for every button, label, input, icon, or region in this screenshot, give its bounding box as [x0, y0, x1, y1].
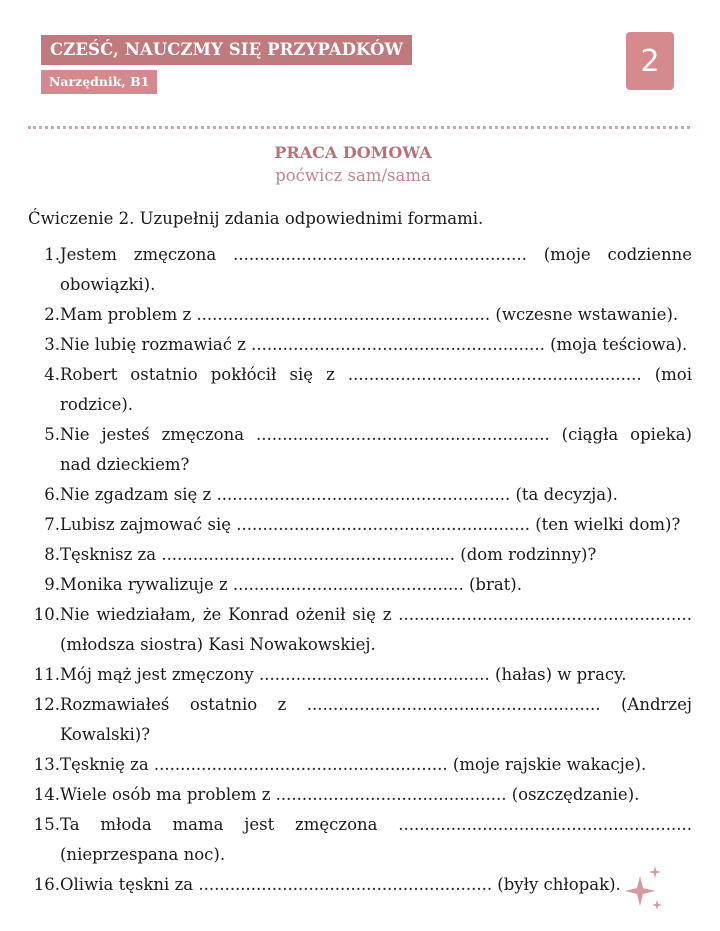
exercise-text: Robert ostatnio pokłócił się z ........................................................ (moi rodzice). [60, 365, 692, 414]
exercise-number: 11. [33, 665, 60, 684]
exercise-item [28, 600, 692, 660]
exercise-item [28, 750, 692, 780]
exercise-number: 12. [33, 695, 60, 714]
exercise-item [28, 480, 692, 510]
sparkle-icon [622, 864, 666, 916]
dotted-divider [28, 126, 690, 129]
exercise-item [28, 330, 692, 360]
exercise-item [28, 360, 692, 420]
exercise-number: 10. [33, 605, 60, 624]
section-subtitle: poćwicz sam/sama [275, 166, 431, 185]
exercise-text: Mój mąż jest zmęczony ............................................ (hałas) w pracy. [60, 665, 627, 684]
lesson-number-badge: 2 [626, 32, 674, 90]
exercise-number: 8. [44, 545, 60, 564]
exercise-item [28, 870, 692, 900]
exercise-text: Lubisz zajmować się ........................................................ (ten wielki dom)? [60, 515, 681, 534]
exercise-number: 9. [44, 575, 60, 594]
exercise-text: Jestem zmęczona ........................................................ (moje codzienne obowiązki). [60, 245, 692, 294]
exercise-number: 5. [44, 425, 60, 444]
exercise-text: Oliwia tęskni za ........................................................ (były chłopak). [60, 875, 621, 894]
exercise-item [28, 300, 692, 330]
section-title: PRACA DOMOWA [274, 143, 432, 162]
exercise-number: 15. [33, 815, 60, 834]
exercise-text: Monika rywalizuje z ............................................ (brat). [60, 575, 522, 594]
exercise-item [28, 510, 692, 540]
exercise-item [28, 660, 692, 690]
exercise-instruction: Ćwiczenie 2. Uzupełnij zdania odpowiednimi formami. [28, 209, 484, 228]
exercise-item [28, 240, 692, 300]
exercise-text: Ta młoda mama jest zmęczona ........................................................ (nieprzespana noc). [60, 815, 692, 864]
exercise-number: 3. [44, 335, 60, 354]
exercise-number: 4. [44, 365, 60, 384]
exercise-item [28, 690, 692, 750]
exercise-item [28, 570, 692, 600]
exercise-item [28, 540, 692, 570]
exercise-number: 6. [44, 485, 60, 504]
exercise-text: Nie zgadzam się z ........................................................ (ta decyzja). [60, 485, 618, 504]
header-title: CZEŚĆ, NAUCZMY SIĘ PRZYPADKÓW [41, 35, 412, 65]
header-subtitle: Narzędnik, B1 [41, 70, 157, 94]
exercise-number: 1. [44, 245, 60, 264]
exercise-number: 13. [33, 755, 60, 774]
exercise-text: Rozmawiałeś ostatnio z ........................................................ (Andrzej Kowalski)? [60, 695, 692, 744]
exercise-number: 14. [33, 785, 60, 804]
exercise-item [28, 780, 692, 810]
exercise-number: 7. [44, 515, 60, 534]
exercise-text: Wiele osób ma problem z ............................................ (oszczędzanie). [60, 785, 640, 804]
exercise-text: Nie lubię rozmawiać z ........................................................ (moja teściowa). [60, 335, 688, 354]
exercise-text: Nie jesteś zmęczona ........................................................ (ciągła opieka) nad dzieckiem? [60, 425, 692, 474]
exercise-item [28, 420, 692, 480]
exercise-text: Mam problem z ........................................................ (wczesne wstawanie). [60, 305, 679, 324]
exercise-text: Tęsknię za ........................................................ (moje rajskie wakacje). [60, 755, 647, 774]
exercise-text: Tęsknisz za ........................................................ (dom rodzinny)? [60, 545, 597, 564]
exercise-number: 16. [33, 875, 60, 894]
exercise-list [28, 240, 692, 900]
exercise-text: Nie wiedziałam, że Konrad ożenił się z ........................................................ (młodsza siostra) Kasi Nowakowskiej. [60, 605, 692, 654]
exercise-number: 2. [44, 305, 60, 324]
exercise-item [28, 810, 692, 870]
